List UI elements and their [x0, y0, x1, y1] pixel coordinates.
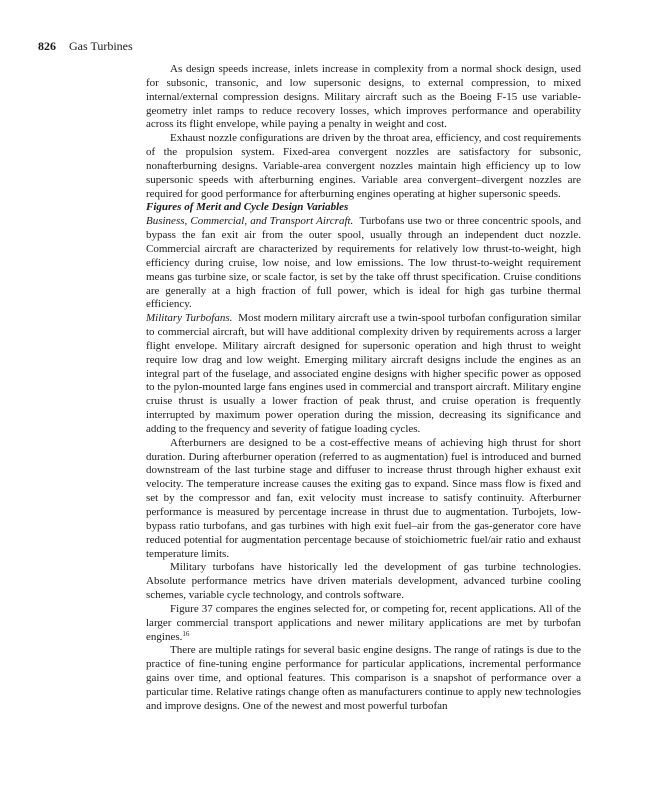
paragraph-commercial-aircraft: [146, 215, 581, 312]
reference-marker: 16: [182, 629, 190, 638]
paragraph-inlets: As design speeds increase, inlets increase in complexity from a normal shock design, used for subsonic, transonic, and low supersonic designs, to external compression, to mixed internal/external compression designs. Military aircraft such as the Boeing F-15 use variable-geometry inlet ramps to reduce recovery losses, which improves performance and operability across its flight envelope, while paying a penalty in weight and cost.: [146, 63, 581, 131]
run-in-heading-commercial: Business, Commercial, and Transport Aircraft.: [146, 215, 354, 228]
run-in-heading-military: Military Turbofans.: [146, 312, 233, 325]
body-text: [146, 63, 581, 714]
paragraph-figure-37-text: Figure 37 compares the engines selected for, or competing for, recent applications. All of the larger commercial transport applications and newer military applications are met by turbofan engines.: [146, 602, 581, 643]
paragraph-military-text: Most modern military aircraft use a twin-spool turbofan configuration similar to commercial aircraft, but will have additional complexity driven by requirements across a larger flight envelope. Military aircraft designed for supersonic operation and high thrust to weight require low drag and low weight. Emerging military aircraft designs include the engines as an integral part of the fuselage, and associated engine designs with higher specific power as opposed to the pylon-mounted large fans engines used in commercial and transport aircraft. Military engine cruise thrust is usually a lower fraction of peak thrust, and cruise operation is frequently interrupted by maximum power operation during the mission, decreasing its significance and adding to the frequency and severity of fatigue loading cycles.: [146, 312, 581, 435]
section-heading: Figures of Merit and Cycle Design Variables: [146, 201, 349, 214]
page-number: 826: [38, 39, 56, 53]
running-header: [38, 38, 133, 54]
paragraph-commercial-text: Turbofans use two or three concentric spools, and bypass the fan exit air from the outer spool, usually through an independent duct nozzle. Commercial aircraft are characterized by requirements for relatively low thrust-to-weight, high efficiency during cruise, low noise, and low emissions. The low thrust-to-weight requirement means gas turbine size, or scale factor, is set by the take off thrust specification. Cruise conditions are generally at a high fraction of full power, which is ideal for high gas turbine thermal efficiency.: [146, 215, 582, 311]
paragraph-military-history: Military turbofans have historically led the development of gas turbine technologies. Absolute performance metrics have driven materials development, advanced turbine cooling schemes, variable cycle technology, and controls software.: [146, 561, 581, 602]
running-title: Gas Turbines: [69, 39, 133, 53]
paragraph-exhaust-nozzles: Exhaust nozzle configurations are driven by the throat area, efficiency, and cost requirements of the propulsion system. Fixed-area convergent nozzles are satisfactory for subsonic, nonafterburning designs. Variable-area convergent nozzles maintain high efficiency up to low supersonic speeds with afterburning engines. Variable area convergent–divergent nozzles are required for good performance for afterburning engines operating at higher supersonic speeds.: [146, 132, 581, 200]
paragraph-afterburners: Afterburners are designed to be a cost-effective means of achieving high thrust for short duration. During afterburner operation (referred to as augmentation) fuel is introduced and burned downstream of the last turbine stage and diffuser to increase thrust through higher exhaust exit velocity. The temperature increase causes the exiting gas to expand. Since mass flow is fixed and set by the compressor and fan, exit velocity must increase to satisfy continuity. Afterburner performance is measured by percentage increase in thrust due to augmentation. Turbojets, low-bypass ratio turbofans, and gas turbines with high exit fuel–air from the gas-generator core have reduced potential for augmentation percentage because of stoichiometric fuel/air ratio and exhaust temperature limits.: [146, 436, 581, 560]
paragraph-ratings: There are multiple ratings for several basic engine designs. The range of ratings is due to the practice of fine-tuning engine performance for particular applications, incremental performance gains over time, and optional features. This comparison is a snapshot of performance over a particular time. Relative ratings change often as manufacturers continue to apply new technologies and improve designs. One of the newest and most powerful turbofan: [146, 644, 581, 712]
paragraph-figure-37: [146, 603, 581, 645]
paragraph-military-turbofans: [146, 312, 581, 437]
